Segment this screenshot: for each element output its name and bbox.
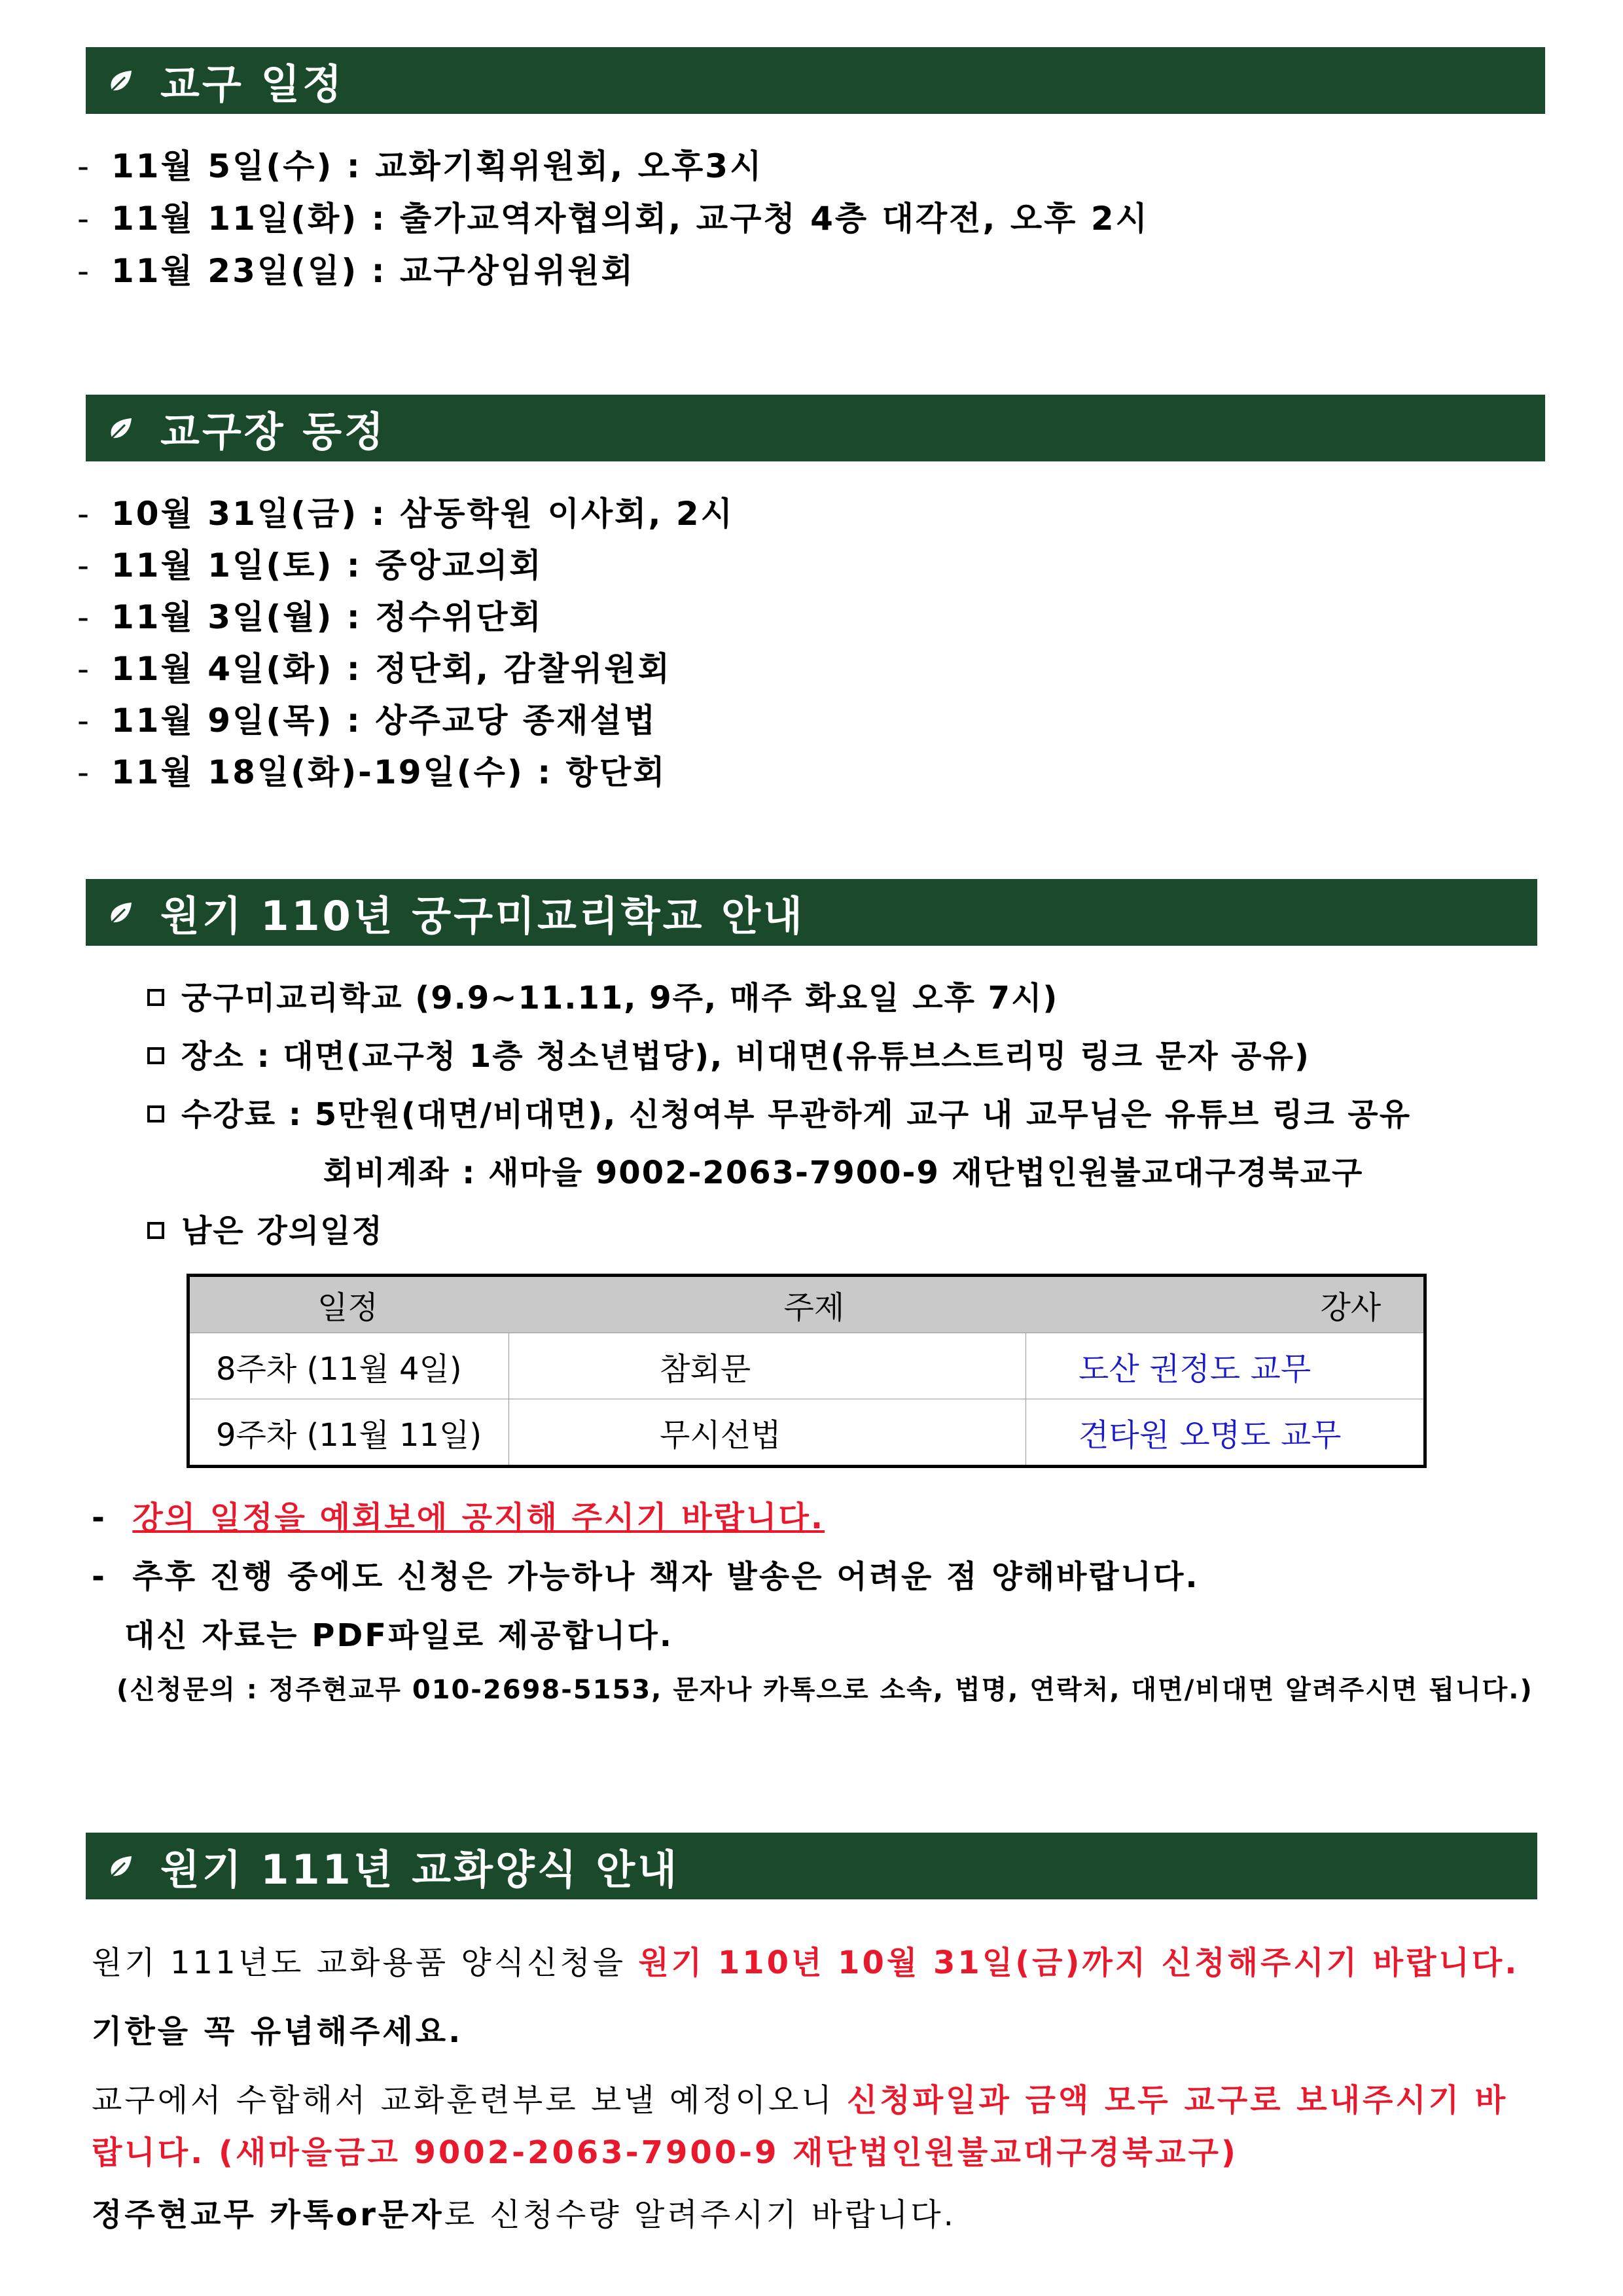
section-header-forms [86,1833,1537,1899]
check-item: 수강료 : 5만원(대면/비대면), 신청여부 무관하게 교구 내 교무님은 유튜브 링크 공유 [147,1089,1411,1134]
table-cell: 무시선법 [509,1399,1026,1467]
leaf-bullet-icon [105,64,138,97]
head-activities-list [77,488,734,798]
table-header-cell: 일정 [188,1276,509,1333]
check-item: 장소 : 대면(교구청 1층 청소년법당), 비대면(유튜브스트리밍 링크 문자 공유) [147,1031,1310,1076]
forms-paragraph: 교구에서 수합해서 교화훈련부로 보낼 예정이오니 신청파일과 금액 모두 교구로 보내주시기 바 [92,2082,1508,2119]
section-title: 원기 111년 교화양식 안내 [160,1845,680,1893]
list-item: - 11월 1일(토) : 중앙교의회 [77,547,543,584]
forms-paragraph: 원기 111년도 교화용품 양식신청을 원기 110년 10월 31일(금)까지 신청해주시기 바랍니다. [92,1945,1520,1981]
list-item: - 10월 31일(금) : 삼동학원 이사회, 2시 [77,495,734,533]
leaf-bullet-icon [105,412,138,444]
checkbox-icon [147,989,164,1006]
notice-text: 대신 자료는 PDF파일로 제공합니다. [124,1617,673,1654]
list-item: - 11월 23일(일) : 교구상임위원회 [77,252,635,290]
list-item: - 11월 3일(월) : 정수위단회 [77,598,543,636]
check-item: 궁구미교리학교 (9.9~11.11, 9주, 매주 화요일 오후 7시) [147,973,1058,1018]
checkbox-icon [147,1105,164,1122]
section-title: 원기 110년 궁구미교리학교 안내 [160,891,805,940]
table-cell: 9주차 (11월 11일) [188,1399,509,1467]
section-header-school [86,879,1537,946]
forms-paragraph: 랍니다. (새마을금고 9002-2063-7900-9 재단법인원불교대구경북교구) [92,2134,1238,2171]
table-header-cell: 주제 [509,1276,1026,1333]
section-header-head-activities [86,395,1545,461]
table-cell: 참회문 [509,1333,1026,1399]
table-cell: 8주차 (11월 4일) [188,1333,509,1399]
list-item: - 11월 4일(화) : 정단회, 감찰위원회 [77,650,671,688]
section-header-schedule [86,47,1545,114]
contact-note: (신청문의 : 정주현교무 010-2698-5153, 문자나 카톡으로 소속, 법명, 연락처, 대면/비대면 알려주시면 됩니다.) [116,1675,1533,1705]
lecture-schedule-table [187,1274,1427,1468]
checkbox-icon [147,1047,164,1064]
list-item: - 11월 11일(화) : 출가교역자협의회, 교구청 4층 대각전, 오후 2시 [77,200,1149,238]
forms-paragraph: 기한을 꼭 유념해주세요. [92,2013,463,2050]
list-item: - 11월 9일(목) : 상주교당 종재설법 [77,702,657,740]
section-title: 교구 일정 [160,60,345,108]
account-line: 회비계좌 : 새마을 9002-2063-7900-9 재단법인원불교대구경북교구 [323,1155,1364,1191]
table-cell: 견타원 오명도 교무 [1026,1399,1425,1467]
table-row [188,1333,1425,1399]
table-cell: 도산 권정도 교무 [1026,1333,1425,1399]
checkbox-icon [147,1222,164,1239]
check-item: 남은 강의일정 [147,1206,383,1251]
forms-paragraph: 정주현교무 카톡or문자로 신청수량 알려주시기 바랍니다. [92,2197,956,2233]
notice-red: - 강의 일정을 예회보에 공지해 주시기 바랍니다. [92,1499,825,1536]
list-item: - 11월 5일(수) : 교화기획위원회, 오후3시 [77,147,764,185]
leaf-bullet-icon [105,1850,138,1882]
table-header-cell: 강사 [1026,1276,1425,1333]
section-title: 교구장 동정 [160,407,387,456]
leaf-bullet-icon [105,896,138,929]
table-row [188,1399,1425,1467]
notice-text: - 추후 진행 중에도 신청은 가능하나 책자 발송은 어려운 점 양해바랍니다. [92,1558,1200,1595]
schedule-list [77,140,1149,297]
list-item: - 11월 18일(화)-19일(수) : 항단회 [77,753,667,791]
table-header-row [188,1276,1425,1333]
